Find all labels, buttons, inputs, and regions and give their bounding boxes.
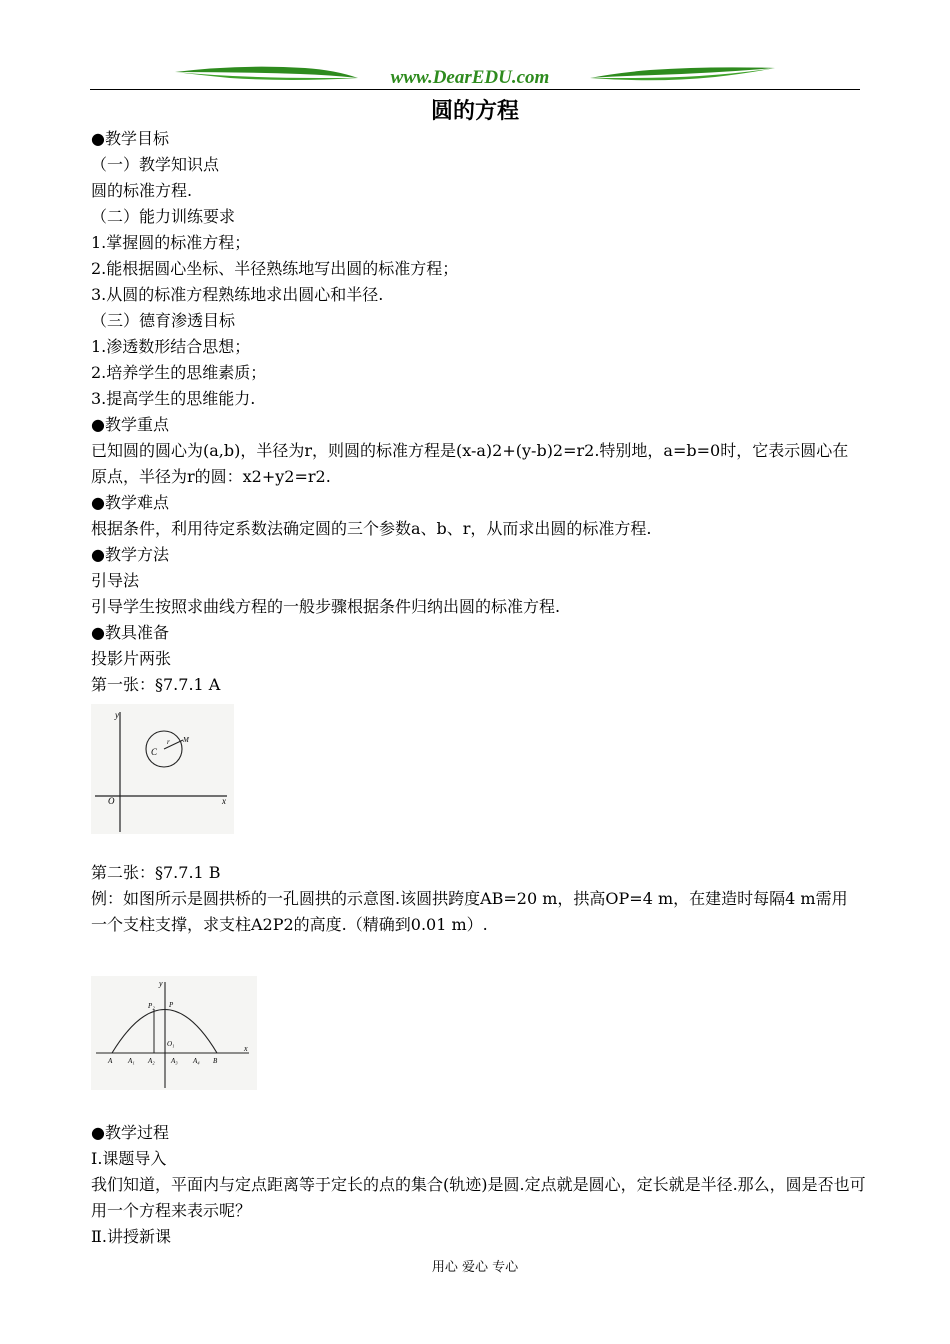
page-footer: 用心 爱心 专心 <box>431 1260 519 1275</box>
text-line: 2.能根据圆心坐标、半径熟练地写出圆的标准方程； <box>91 259 459 278</box>
circle-figure <box>91 704 234 834</box>
header-rule <box>90 89 860 90</box>
text-line: ●教学方法 <box>91 545 169 564</box>
svg-text:A₁: A₁ <box>128 1057 135 1065</box>
text-line: 第二张：§7.7.1 B <box>91 863 221 882</box>
example-paragraph: 例：如图所示是圆拱桥的一孔圆拱的示意图.该圆拱跨度AB=20 m，拱高OP=4 m，在建造时每隔4 m需用一个支柱支撑，求支柱A2P2的高度.（精确到0.01 m）. <box>91 889 848 934</box>
left-swoosh-icon <box>175 67 358 78</box>
svg-text:P₂: P₂ <box>148 1002 155 1010</box>
text-line: ●教具准备 <box>91 623 169 642</box>
text-line: 2.培养学生的思维素质； <box>91 363 267 382</box>
intro-paragraph: 我们知道，平面内与定点距离等于定长的点的集合(轨迹)是圆.定点就是圆心，定长就是半径.那么，圆是否也可用一个方程来表示呢？ <box>91 1175 866 1220</box>
text-line: 投影片两张 <box>91 649 172 668</box>
svg-text:x: x <box>222 796 226 806</box>
text-line: Ⅱ.讲授新课 <box>91 1227 171 1246</box>
svg-text:O₁: O₁ <box>167 1040 175 1048</box>
text-line: 引导法 <box>91 571 140 590</box>
svg-text:O: O <box>108 796 115 806</box>
svg-text:y: y <box>115 710 119 720</box>
text-line: （三）德育渗透目标 <box>91 311 236 330</box>
text-line: ●教学重点 <box>91 415 169 434</box>
svg-text:y: y <box>159 979 163 988</box>
text-line: ●教学过程 <box>91 1123 169 1142</box>
text-line: 1.渗透数形结合思想； <box>91 337 251 356</box>
text-line: ●教学难点 <box>91 493 169 512</box>
logo-text: www.DearEDU.com <box>390 67 550 88</box>
text-line: 第一张：§7.7.1 A <box>91 675 221 694</box>
text-line: ●教学目标 <box>91 129 169 148</box>
svg-text:A: A <box>108 1057 113 1065</box>
svg-text:A₄: A₄ <box>193 1057 200 1065</box>
text-line: （二）能力训练要求 <box>91 207 236 226</box>
svg-text:x: x <box>244 1044 248 1053</box>
text-line: Ⅰ.课题导入 <box>91 1149 167 1168</box>
document-body <box>91 126 871 1250</box>
svg-text:C: C <box>151 747 158 757</box>
page-title: 圆的方程 <box>430 99 519 124</box>
text-line: 根据条件，利用待定系数法确定圆的三个参数a、b、r，从而求出圆的标准方程. <box>91 519 652 538</box>
logo-banner <box>90 56 860 90</box>
key-point-paragraph: 已知圆的圆心为(a,b)，半径为r，则圆的标准方程是(x-a)2+(y-b)2=r2.特别地，a=b=0时，它表示圆心在原点，半径为r的圆：x2+y2=r2. <box>91 441 849 486</box>
svg-text:r: r <box>167 738 170 746</box>
svg-text:M: M <box>183 736 189 744</box>
svg-text:A₃: A₃ <box>171 1057 178 1065</box>
text-line: 圆的标准方程. <box>91 181 193 200</box>
text-line: （一）教学知识点 <box>91 155 220 174</box>
svg-text:B: B <box>213 1057 218 1065</box>
svg-text:P: P <box>169 1001 174 1009</box>
text-line: 引导学生按照求曲线方程的一般步骤根据条件归纳出圆的标准方程. <box>91 597 561 616</box>
text-line: 3.提高学生的思维能力. <box>91 389 256 408</box>
svg-text:A₂: A₂ <box>148 1057 155 1065</box>
text-line: 3.从圆的标准方程熟练地求出圆心和半径. <box>91 285 384 304</box>
arch-bridge-figure <box>91 976 257 1090</box>
page-header <box>90 56 860 90</box>
text-line: 1.掌握圆的标准方程； <box>91 233 251 252</box>
